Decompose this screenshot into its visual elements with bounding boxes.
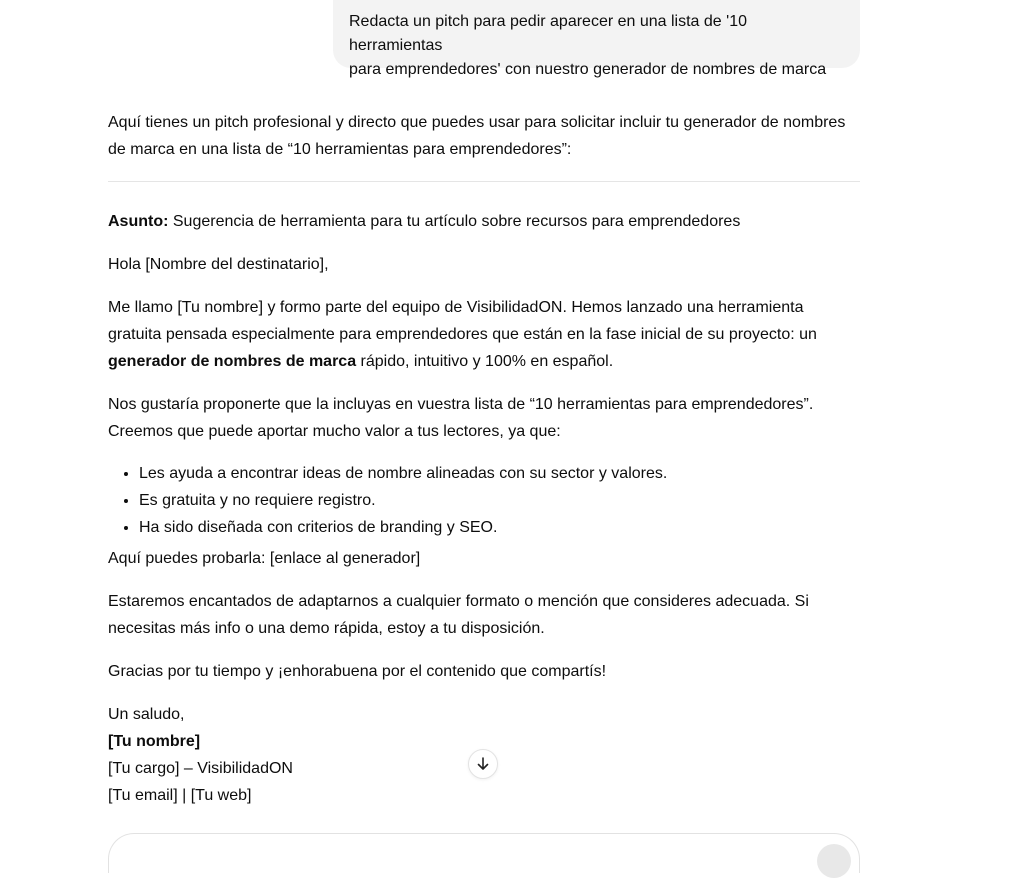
signature-role: [Tu cargo] – VisibilidadON (108, 760, 293, 777)
send-button[interactable] (817, 844, 851, 878)
message-composer[interactable] (108, 833, 860, 873)
user-message-line-1: Redacta un pitch para pedir aparecer en una lista de '10 herramientas (349, 13, 747, 54)
user-message-bubble (333, 0, 860, 78)
email-subject (108, 208, 860, 235)
divider (108, 181, 860, 182)
list-item: • Ha sido diseñada con criterios de branding y SEO. (139, 514, 860, 541)
assistant-intro: Aquí tienes un pitch profesional y directo que puedes usar para solicitar incluir tu generador de nombres de marca en una lista de “10 herramientas para emprendedores”: (108, 114, 846, 158)
email-greeting: Hola [Nombre del destinatario], (108, 256, 329, 273)
signature-name: [Tu nombre] (108, 733, 201, 750)
email-paragraph-3: Estaremos encantados de adaptarnos a cualquier formato o mención que consideres adecuada. Si necesitas más info o una demo rápida, estoy a tu disposición. (108, 593, 809, 637)
scroll-to-bottom-button[interactable] (468, 749, 498, 779)
arrow-down-icon (475, 756, 491, 772)
try-it-line: Aquí puedes probarla: [enlace al generador] (108, 550, 421, 567)
subject-text: Sugerencia de herramienta para tu artículo sobre recursos para emprendedores (168, 213, 741, 230)
email-paragraph-1 (108, 294, 860, 375)
benefits-list (108, 460, 860, 541)
subject-label: Asunto: (108, 213, 169, 230)
p1-start: Me llamo [Tu nombre] y formo parte del equipo de VisibilidadON. Hemos lanzado una herramienta gratuita pensada especialmente para emprendedores que están en la fase inicial de su proyecto: un (108, 299, 817, 343)
list-item: • Es gratuita y no requiere registro. (139, 487, 860, 514)
signature-contact: [Tu email] | [Tu web] (108, 787, 252, 804)
assistant-message (108, 109, 860, 809)
p1-bold: generador de nombres de marca (108, 353, 357, 370)
list-item: • Les ayuda a encontrar ideas de nombre alineadas con su sector y valores. (139, 460, 860, 487)
p1-end: rápido, intuitivo y 100% en español. (356, 353, 614, 370)
email-paragraph-2: Nos gustaría proponerte que la incluyas en vuestra lista de “10 herramientas para emprendedores”. Creemos que puede aportar mucho valor a tus lectores, ya que: (108, 396, 814, 440)
user-message-line-2: para emprendedores' con nuestro generador de nombres de marca (349, 61, 827, 78)
thanks-line: Gracias por tu tiempo y ¡enhorabuena por el contenido que compartís! (108, 663, 607, 680)
signoff: Un saludo, (108, 706, 185, 723)
